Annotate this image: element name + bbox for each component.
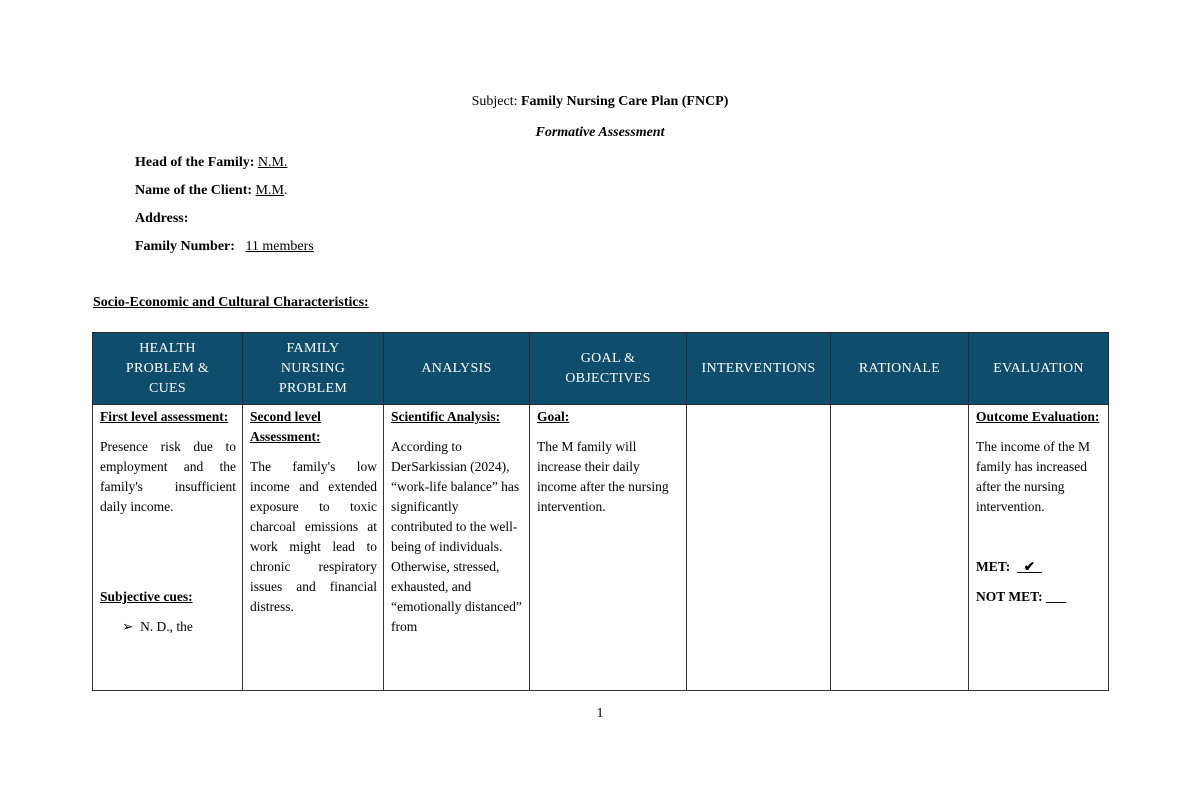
outcome-evaluation-heading: Outcome Evaluation: <box>976 409 1100 424</box>
address-field <box>135 211 188 227</box>
arrow-bullet-icon: ➢ <box>122 619 134 634</box>
cell-family-nursing-problem <box>243 405 384 691</box>
header-family-line-2: NURSING <box>280 360 346 376</box>
header-family-line-3: PROBLEM <box>278 380 348 396</box>
subjective-cue-item <box>100 617 236 637</box>
client-name-label: Name of the Client: <box>135 183 253 198</box>
not-met-line <box>976 587 1102 607</box>
header-interventions: INTERVENTIONS <box>687 333 831 405</box>
cell-health-problem <box>93 405 243 691</box>
header-health-line-3: CUES <box>149 380 186 396</box>
header-health-line-2: PROBLEM & <box>125 360 210 376</box>
goal-heading: Goal: <box>537 409 570 424</box>
cell-rationale <box>831 405 969 691</box>
not-met-value: ___ <box>1046 589 1067 604</box>
address-label: Address: <box>135 211 189 226</box>
page-number: 1 <box>596 706 604 721</box>
evaluation-text: The income of the M family has increased after the nursing intervention. <box>976 439 1090 514</box>
head-of-family-value: N.M. <box>257 155 288 170</box>
table-row <box>93 405 1109 691</box>
section-title: Socio-Economic and Cultural Characteristics: <box>93 295 369 310</box>
client-name-suffix: . <box>283 183 288 198</box>
subject-value: Family Nursing Care Plan (FNCP) <box>521 94 729 109</box>
goal-text: The M family will increase their daily income after the nursing intervention. <box>537 439 669 514</box>
fncp-table <box>92 332 1109 691</box>
family-number-field <box>135 239 314 255</box>
analysis-text: According to DerSarkissian (2024), “work-life balance” has significantly contributed to the well-being of individuals. Otherwise, stressed, exhausted, and “emotionally distanced” from <box>391 439 522 634</box>
header-analysis: ANALYSIS <box>384 333 530 405</box>
cell-analysis <box>384 405 530 691</box>
subject-label: Subject: <box>471 94 518 109</box>
header-evaluation: EVALUATION <box>969 333 1109 405</box>
met-line <box>976 557 1102 577</box>
met-checkmark: _✔_ <box>1017 559 1042 574</box>
cell-goal-objectives <box>530 405 687 691</box>
subjective-cues-heading: Subjective cues: <box>100 589 193 604</box>
header-goal-line-1: GOAL & <box>580 350 636 366</box>
met-label: MET: <box>976 559 1011 574</box>
second-level-heading: Second level Assessment: <box>250 409 321 444</box>
page-subtitle: Formative Assessment <box>535 125 665 140</box>
subjective-cue-text: N. D., the <box>140 619 193 634</box>
header-goal-objectives <box>530 333 687 405</box>
header-rationale: RATIONALE <box>831 333 969 405</box>
first-level-heading: First level assessment: <box>100 409 229 424</box>
family-problem-text: The family's low income and extended exposure to toxic charcoal emissions at work might lead to chronic respiratory issues and financial distress. <box>250 459 377 614</box>
cell-evaluation <box>969 405 1109 691</box>
table-header-row <box>93 333 1109 405</box>
head-of-family-field <box>135 155 287 171</box>
header-health-line-1: HEALTH <box>139 340 196 356</box>
subject-line <box>0 94 1200 110</box>
head-of-family-label: Head of the Family: <box>135 155 255 170</box>
client-name-field <box>135 183 287 199</box>
header-family-nursing-problem <box>243 333 384 405</box>
family-number-label: Family Number: <box>135 239 235 254</box>
health-problem-text: Presence risk due to employment and the family's insufficient daily income. <box>100 439 236 514</box>
header-family-line-1: FAMILY <box>286 340 340 356</box>
not-met-label: NOT MET: <box>976 589 1043 604</box>
header-health-problem <box>93 333 243 405</box>
cell-interventions <box>687 405 831 691</box>
client-name-value: M.M <box>255 183 284 198</box>
family-number-value: 11 members <box>245 239 314 254</box>
scientific-analysis-heading: Scientific Analysis: <box>391 409 501 424</box>
header-goal-line-2: OBJECTIVES <box>565 370 651 386</box>
